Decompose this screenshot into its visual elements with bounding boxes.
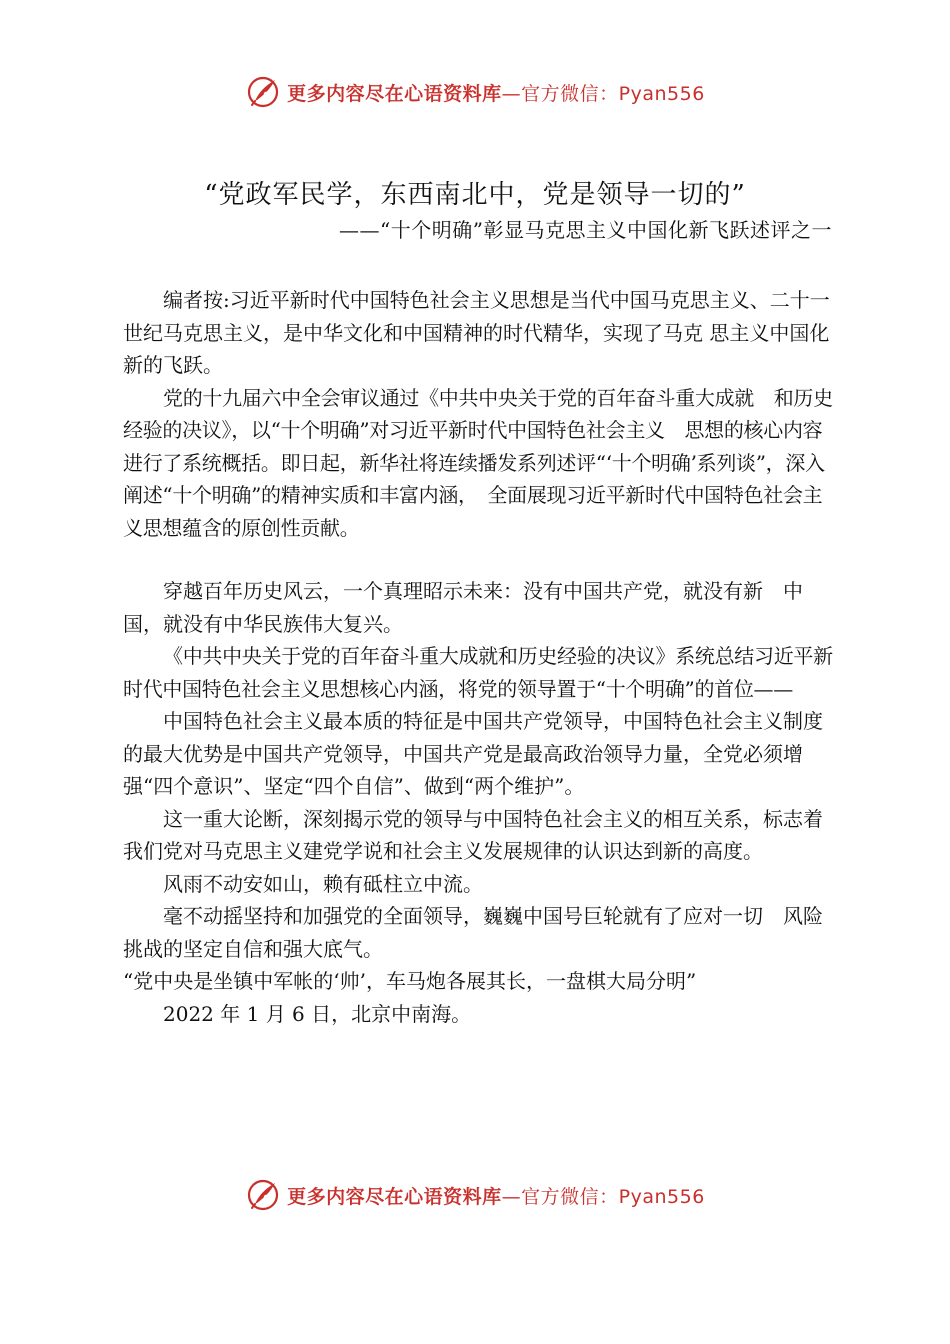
banner-inner xyxy=(245,1177,705,1213)
banner-inner xyxy=(245,74,705,110)
editor-note xyxy=(123,284,841,544)
quill-logo-icon xyxy=(245,74,281,110)
banner-main-text: 更多内容尽在心语资料库 xyxy=(287,1185,502,1208)
header-banner xyxy=(0,72,950,112)
body-quote: “党中央是坐镇中军帐的‘帅’，车马炮各展其长，一盘棋大局分明” xyxy=(123,969,697,993)
quill-logo-icon xyxy=(245,1177,281,1213)
banner-main-text: 更多内容尽在心语资料库 xyxy=(287,82,502,105)
body-paragraph: 风雨不动安如山，赖有砥柱立中流。 xyxy=(163,871,483,896)
editor-note-paragraph: 党的十九届六中全会审议通过《中共中央关于党的百年奋斗重大成就 和历史经验的决议》，以“十个明确”对习近平新时代中国特色社会主义 思想的核心内容进行了系统概括。即日起，新华社将连续播发系列述评“‘十个明确’系列谈”，深入阐述“十个明确”的精神实质和丰富内涵， 全面展现习近平新时代中国特色社会主义思想蕴含的原创性贡献。 xyxy=(123,385,833,540)
body-paragraph: 穿越百年历史风云，一个真理昭示未来：没有中国共产党，就没有新 中国，就没有中华民族伟大复兴。 xyxy=(123,579,803,636)
editor-note-paragraph: 编者按:习近平新时代中国特色社会主义思想是当代中国马克思主义、二十一世纪马克思主义，是中华文化和中国精神的时代精华，实现了马克 思主义中国化新的飞跃。 xyxy=(123,288,830,377)
body-dateline: 2022 年 1 月 6 日，北京中南海。 xyxy=(163,1001,472,1026)
body-paragraph: 毫不动摇坚持和加强党的全面领导，巍巍中国号巨轮就有了应对一切 风险挑战的坚定自信和强大底气。 xyxy=(123,904,823,961)
footer-banner xyxy=(0,1175,950,1215)
article-subtitle: ——“十个明确”彰显马克思主义中国化新飞跃述评之一 xyxy=(339,218,832,242)
banner-sub-text: —官方微信：Pyan556 xyxy=(501,1185,705,1208)
body-paragraph: 《中共中央关于党的百年奋斗重大成就和历史经验的决议》系统总结习近平新时代中国特色社会主义思想核心内涵，将党的领导置于“十个明确”的首位—— xyxy=(123,644,833,701)
article-title: “党政军民学，东西南北中，党是领导一切的” xyxy=(204,180,746,210)
banner-text xyxy=(287,79,705,106)
article-body xyxy=(123,575,841,1030)
banner-sub-text: —官方微信：Pyan556 xyxy=(501,82,705,105)
body-paragraph: 这一重大论断，深刻揭示党的领导与中国特色社会主义的相互关系，标志着我们党对马克思主义建党学说和社会主义发展规律的认识达到新的高度。 xyxy=(123,806,823,863)
body-paragraph: 中国特色社会主义最本质的特征是中国共产党领导，中国特色社会主义制度的最大优势是中国共产党领导，中国共产党是最高政治领导力量，全党必须增强“四个意识”、坚定“四个自信”、做到“两个维护”。 xyxy=(123,709,823,798)
banner-text xyxy=(287,1182,705,1209)
